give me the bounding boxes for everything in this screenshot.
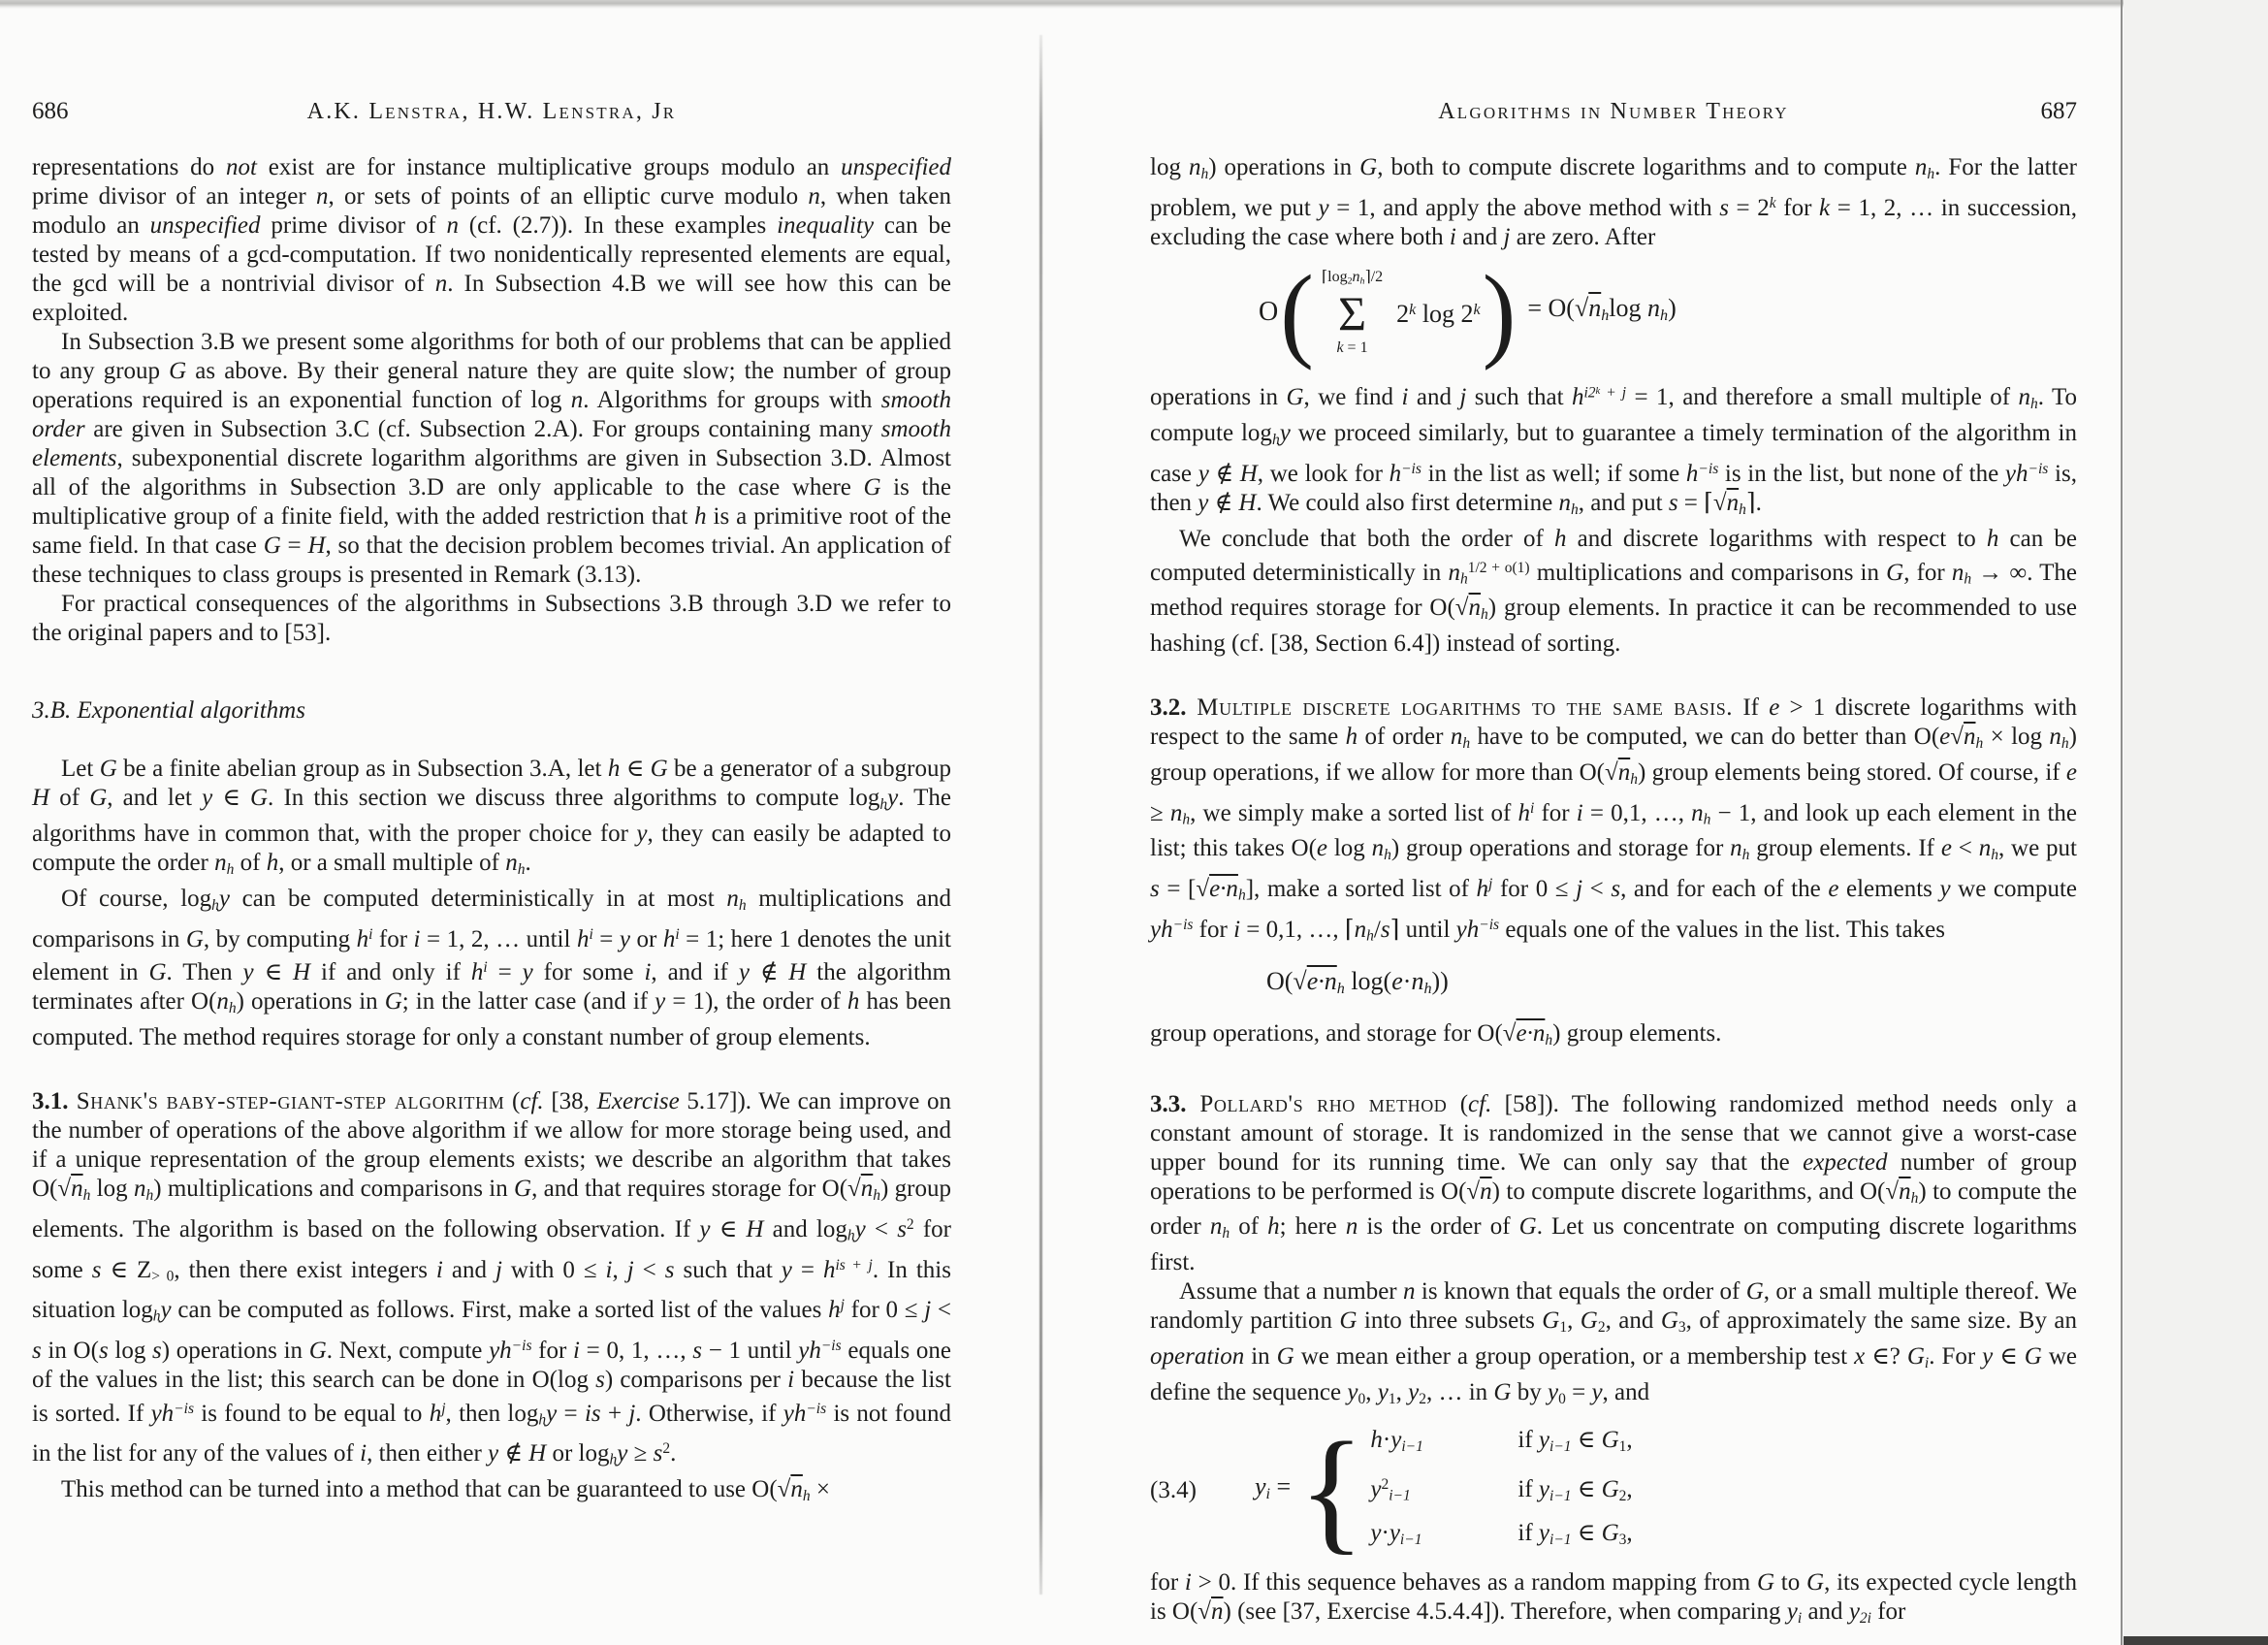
left-page-number: 686 bbox=[32, 98, 69, 124]
summation-term: 2$^k$ log 2$^k$ bbox=[1396, 300, 1481, 329]
paragraph: Let G be a finite abelian group as in Subsection 3.A, let h ∈ G be a generator of a subgroup H of G, and let y ∈ G. In this section we discuss three algorithms to compute loghy. The algorithms have in common that, with the proper choice for y, they can easily be adapted to compute the order nh of h, or a small multiple of nh. bbox=[32, 756, 952, 878]
summation-lower-limit: k = 1 bbox=[1336, 339, 1368, 357]
paragraph: Of course, loghy can be computed deterministically in at most nh multiplications and comparisons in G, by computing $h^i$ for i = 1, 2, … until $h^i = y$ or $h^i = 1$; here 1 denotes the unit element in G. Then y ∈ H if and only if $h^i = y$ for some i, and if y ∉ H the algorithm terminates after O(nh) operations in G; in the latter case (and if y = 1), the order of h has been computed. The method requires storage for only a constant number of group elements. bbox=[32, 885, 952, 1050]
equation-big-o: O bbox=[1259, 297, 1279, 328]
numbered-section-paragraph: 3.1. Shank's baby-step-giant-step algorithm (cf. [38, Exercise 5.17]). We can improve on the number of operations of the above algorithm if we allow for more storage being used, and if a unique representation of the group elements exists; we describe an algorithm that takes O(√nh log nh) multiplications and comparisons in G, and that requires storage for O(√nh) group elements. The algorithm is based on the following observation. If y ∈ H and loghy < $s^2$ for some s ∈ Z> 0, then there exist integers i and j with 0 ≤ i, j < s such that $y = h^{is + j}$. In this situation loghy can be computed as follows. First, make a sorted list of the values $h^j$ for 0 ≤ j < s in O(s log s) operations in G. Next, compute $yh^{-is}$ for i = 0, 1, …, s − 1 until $yh^{-is}$ equals one of the values in the list; this search can be done in O(log s) comparisons per i because the list is sorted. If $yh^{-is}$ is found to be equal to $h^j$, then loghy = is + j. Otherwise, if $yh^{-is}$ is not found in the list for any of the values of i, then either y ∉ H or loghy ≥ $s^2$. bbox=[32, 1088, 952, 1468]
cases-rows bbox=[1370, 1426, 1632, 1555]
cases-left-side: yi = bbox=[1255, 1471, 1292, 1502]
display-equation-sum bbox=[1259, 253, 2077, 371]
numbered-section-paragraph: 3.2. Multiple discrete logarithms to the same basis. If e > 1 discrete logarithms with respect to the same h of order nh have to be computed, we can do better than O(e√nh × log nh) group operations, if we allow for more than O(√nh) group elements being stored. Of course, if e ≥ nh, we simply make a sorted list of $h^i$ for i = 0,1, …, nh − 1, and look up each element in the list; this takes O(e log nh) group operations and storage for nh group elements. If e < nh, we put s = [√e·nh], make a sorted list of $h^j$ for 0 ≤ j < s, and for each of the e elements y we compute $yh^{-is}$ for i = 0,1, …, ⌈nh/s⌉ until $yh^{-is}$ equals one of the values in the list. This takes bbox=[1150, 694, 2077, 945]
paragraph-continuation: group operations, and storage for O(√e·nh) group elements. bbox=[1150, 1019, 1722, 1048]
case-row bbox=[1370, 1470, 1632, 1511]
left-page bbox=[32, 97, 951, 1511]
paragraph: This method can be turned into a method that can be guaranteed to use O(√nh × bbox=[61, 1475, 830, 1504]
left-running-head: A.K. Lenstra, H.W. Lenstra, Jr bbox=[306, 99, 677, 124]
paragraph: Assume that a number n is known that equals the order of G, or a small multiple thereof. We randomly partition G into three subsets G1, G2, and G3, of approximately the same size. By an operation in G we mean either a group operation, or a membership test x ∈? Gi. For y ∈ G we define the sequence y0, y1, y2, … in G by y0 = y, and bbox=[1150, 1278, 2077, 1407]
page-edge-line bbox=[2121, 0, 2123, 1645]
case-row bbox=[1370, 1426, 1632, 1462]
scan-top-edge bbox=[0, 0, 2268, 9]
right-page-header bbox=[1150, 97, 2077, 130]
case-condition: if yi−1 ∈ G3, bbox=[1517, 1520, 1633, 1549]
paragraph-continuation: representations do not exist are for instance multiplicative groups modulo an unspecified prime divisor of an integer n, or sets of points of an elliptic curve modulo n, when taken modulo an unspecified prime divisor of n (cf. (2.7)). In these examples inequality can be tested by means of a gcd-computation. If two nonidentically represented elements are equal, the gcd will be a nontrivial divisor of n. In Subsection 4.B we will see how this can be exploited. bbox=[32, 154, 952, 326]
equation-close-paren: ) bbox=[1482, 253, 1517, 371]
case-condition: if yi−1 ∈ G1, bbox=[1517, 1426, 1633, 1455]
paragraph-continuation: log nh) operations in G, both to compute discrete logarithms and to compute nh. For the latter problem, we put y = 1, and apply the above method with $s = 2^k$ for k = 1, 2, … in succession, excluding the case where both i and j are zero. After bbox=[1150, 154, 2077, 250]
paragraph-continuation: operations in G, we find i and j such that $h^{i2k}$ $^{+ j}$ = 1, and therefore a small multiple of nh. To compute loghy we proceed similarly, but to guarantee a timely termination of the algorithm in case y ∉ H, we look for $h^{-is}$ in the list as well; if some $h^{-is}$ is in the list, but none of the $yh^{-is}$ is, then y ∉ H. We could also first determine nh, and put s = ⌈√nh⌉. bbox=[1150, 384, 2078, 518]
case-condition: if yi−1 ∈ G2, bbox=[1517, 1475, 1633, 1504]
page-gutter-shadow bbox=[1039, 35, 1042, 1595]
subsection-heading: 3.B. Exponential algorithms bbox=[32, 697, 305, 724]
numbered-section-paragraph: 3.3. Pollard's rho method (cf. [58]). The following randomized method needs only a constant amount of storage. It is randomized in the sense that we cannot give a worst-case upper bound for its running time. We can only say that the expected number of group operations to be performed is O(√n) to compute discrete logarithms, and O(√nh) to compute the order nh of h; here n is the order of G. Let us concentrate on computing discrete logarithms first. bbox=[1150, 1090, 2077, 1276]
equation-number-label: (3.4) bbox=[1150, 1476, 1197, 1503]
case-row bbox=[1370, 1519, 1632, 1555]
paragraph: For practical consequences of the algorithms in Subsections 3.B through 3.D we refer to the original papers and to [53]. bbox=[32, 591, 951, 646]
sigma-symbol: Σ bbox=[1337, 285, 1367, 340]
summation-upper-limit: ⌈log2nh⌉/2 bbox=[1321, 268, 1384, 287]
right-running-head: Algorithms in Number Theory bbox=[1438, 99, 1789, 124]
scan-bottom-corner-shadow bbox=[2124, 1636, 2268, 1645]
display-equation-complexity: O(√e·nh log(e·nh)) bbox=[1266, 966, 1449, 997]
right-page bbox=[1150, 97, 2077, 1633]
scan-right-page-underlay bbox=[2124, 0, 2268, 1645]
case-expression: $y^2i-1$ bbox=[1370, 1475, 1411, 1504]
equation-right-side: = O(√nhlog nh) bbox=[1527, 294, 1677, 325]
paragraph-continuation: for i > 0. If this sequence behaves as a random mapping from G to G, its expected cycle length is O(√n) (see [37, Exercise 4.5.4.4]). Therefore, when comparing yi and y2i for bbox=[1150, 1569, 2077, 1628]
paragraph: We conclude that both the order of h and discrete logarithms with respect to h can be computed deterministically in $nh^{1/2 + o(1)}$ multiplications and comparisons in G, for nh → ∞. The method requires storage for O(√nh) group elements. In practice it can be recommended to use hashing (cf. [38, Section 6.4]) instead of sorting. bbox=[1150, 525, 2078, 658]
case-expression: y·yi−1 bbox=[1370, 1520, 1422, 1549]
right-page-number: 687 bbox=[2040, 98, 2077, 124]
summation-stack bbox=[1322, 268, 1383, 358]
left-page-header bbox=[32, 97, 951, 130]
equation-open-paren: ( bbox=[1280, 253, 1314, 371]
paragraph: In Subsection 3.B we present some algorithms for both of our problems that can be applied to any group G as above. By their general nature they are quite slow; the number of group operations required is an exponential function of log n. Algorithms for groups with smooth order are given in Subsection 3.C (cf. Subsection 2.A). For groups containing many smooth elements, subexponential discrete logarithm algorithms are given in Subsection 3.D. Almost all of the algorithms in Subsection 3.D are only applicable to the case where G is the multiplicative group of a finite field, with the added restriction that h is a primitive root of the same field. In that case G = H, so that the decision problem becomes trivial. An application of these techniques to class groups is presented in Remark (3.13). bbox=[32, 329, 952, 588]
cases-brace: { bbox=[1298, 1412, 1365, 1566]
case-expression: h·yi−1 bbox=[1370, 1426, 1423, 1455]
display-equation-cases bbox=[1150, 1412, 2077, 1566]
